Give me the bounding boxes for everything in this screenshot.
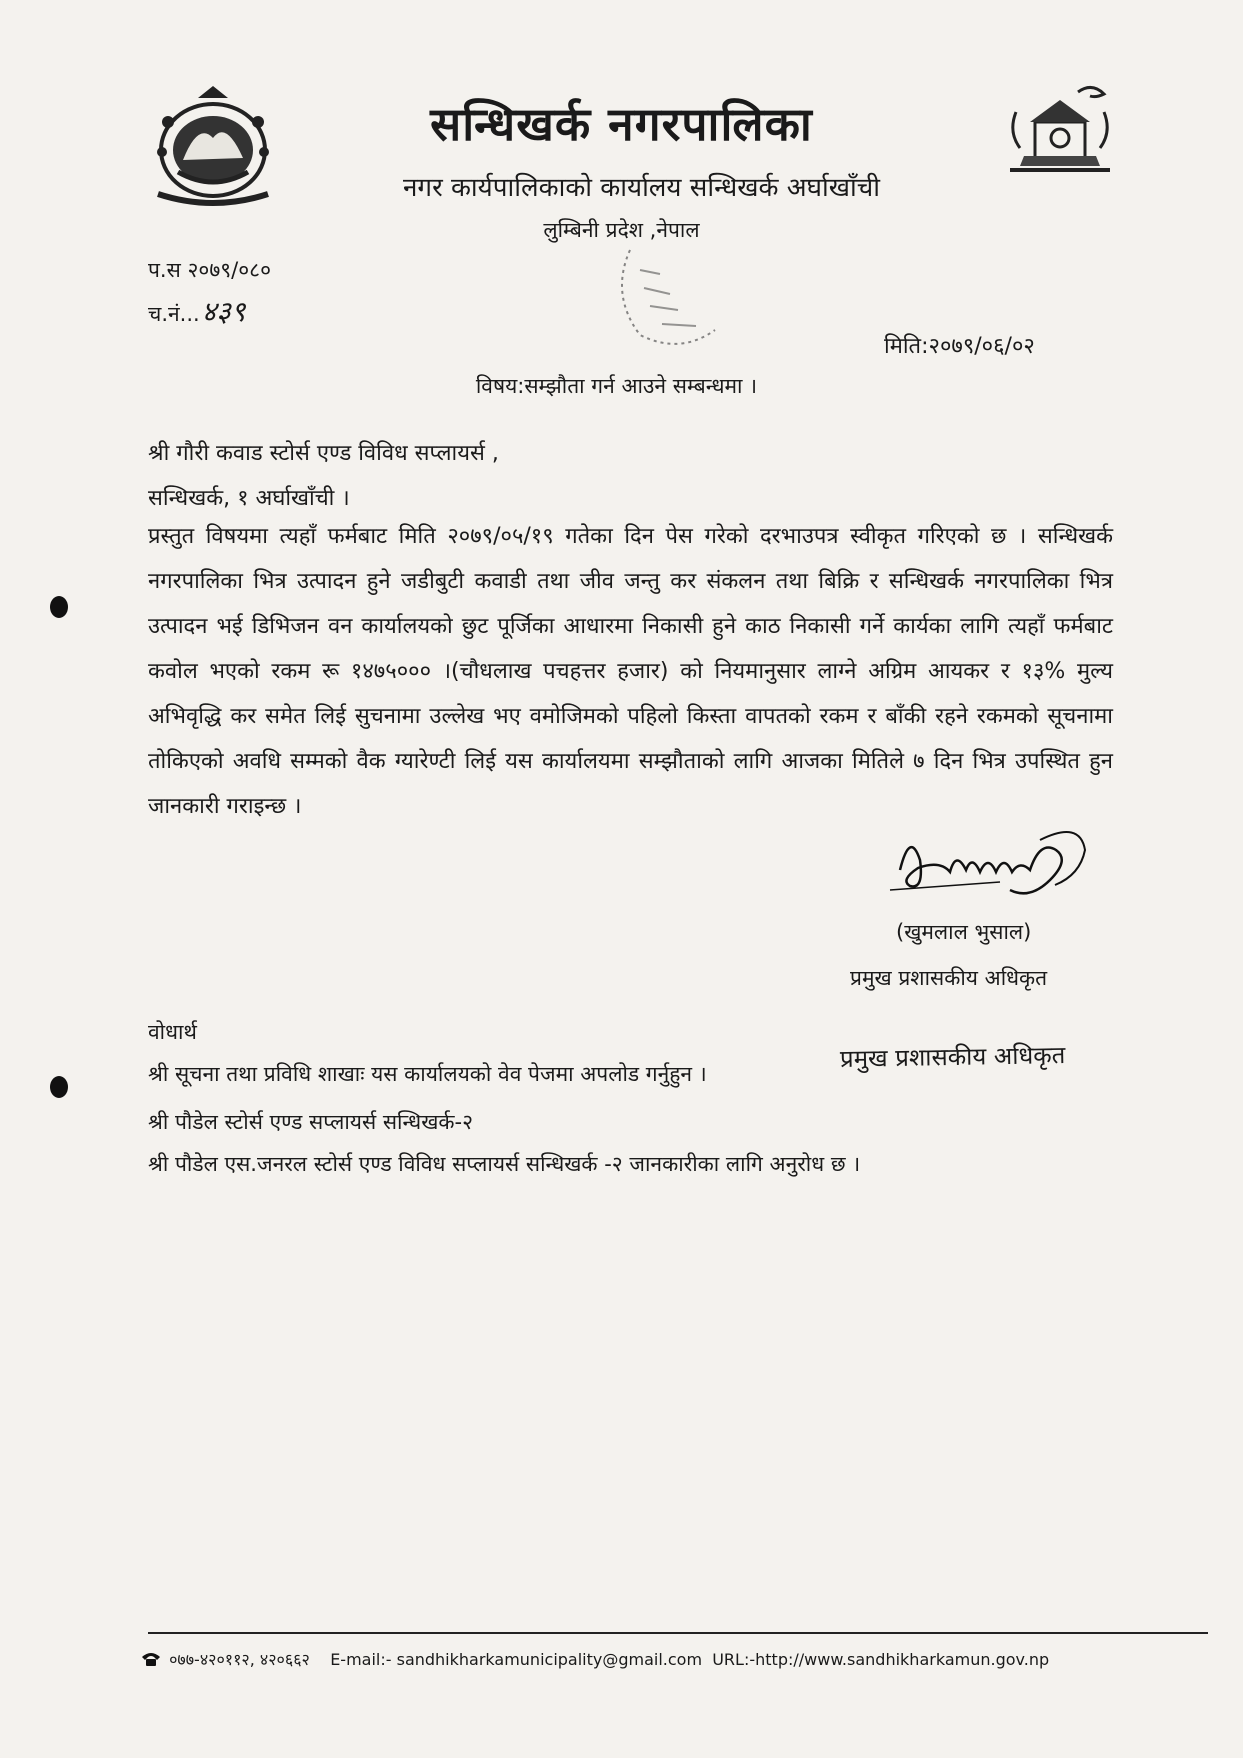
dispatch-number-value: ४३९: [201, 295, 246, 328]
letter-dispatch-number: [148, 292, 245, 330]
letter-subject: विषय:सम्झौता गर्न आउने सम्बन्धमा ।: [475, 374, 758, 398]
cc-item: श्री सूचना तथा प्रविधि शाखाः यस कार्यालयको वेव पेजमा अपलोड गर्नुहुन ।: [148, 1062, 707, 1086]
footer-email: E-mail:- sandhikharkamunicipality@gmail.com: [330, 1650, 703, 1669]
footer-url[interactable]: URL:-http://www.sandhikharkamun.gov.np: [712, 1650, 1050, 1669]
footer-phone: ०७७-४२०११२, ४२०६६२: [169, 1650, 310, 1669]
addressee-address: सन्धिखर्क, १ अर्घाखाँची ।: [148, 486, 350, 511]
province-line: लुम्बिनी प्रदेश ,नेपाल: [543, 218, 700, 242]
cc-heading: वोधार्थ: [148, 1020, 197, 1044]
punch-hole: [50, 1076, 68, 1098]
letter-ps-number: प.स २०७९/०८०: [148, 258, 271, 282]
office-subtitle: नगर कार्यपालिकाको कार्यालय सन्धिखर्क अर्घाखाँची: [403, 173, 880, 203]
letter-body: प्रस्तुत विषयमा त्यहाँ फर्मबाट मिति २०७९/०५/१९ गतेका दिन पेस गरेको दरभाउपत्र स्वीकृत गरिएको छ । सन्धिखर्क नगरपालिका भित्र उत्पादन हुने जडीबुटी कवाडी तथा जीव जन्तु कर संकलन तथा बिक्रि र सन्धिखर्क नगरपालिका भित्र उत्पादन भई डिभिजन वन कार्यालयको छुट पूर्जिका आधारमा निकासी हुने काठ निकासी गर्ने कार्यका लागि त्यहाँ फर्मबाट कवोल भएको रकम रू १४७५००० ।(चौधलाख पचहत्तर हजार) को नियमानुसार लाग्ने अग्रिम आयकर र १३% मुल्य अभिवृद्धि कर समेत लिई सुचनामा उल्लेख भए वमोजिमको पहिलो किस्ता वापतको रकम र बाँकी रहने रकमको सूचनामा तोकिएको अवधि सम्मको वैक ग्यारेण्टी लिई यस कार्यालयमा सम्झौताको लागि आजका मितिले ७ दिन भित्र उपस्थित हुन जानकारी गराइन्छ ।: [148, 524, 1113, 819]
footer-divider: [148, 1632, 1208, 1634]
addressee-name: श्री गौरी कवाड स्टोर्स एण्ड विविध सप्लायर्स ,: [148, 441, 499, 466]
municipality-title: सन्धिखर्क नगरपालिका: [430, 97, 813, 151]
officer-rubber-stamp: प्रमुख प्रशासकीय अधिकृत: [839, 1041, 1066, 1073]
office-stamp-icon: [600, 240, 740, 350]
signer-title: प्रमुख प्रशासकीय अधिकृत: [850, 966, 1048, 990]
signature-icon: [880, 820, 1100, 910]
cc-item: श्री पौडेल स्टोर्स एण्ड सप्लायर्स सन्धिखर्क-२: [148, 1110, 473, 1134]
punch-hole: [50, 596, 68, 618]
footer-contact: [140, 1648, 1049, 1670]
letter-date: मिति:२०७९/०६/०२: [884, 334, 1035, 359]
dispatch-number-label: च.नं...: [148, 302, 200, 326]
phone-icon: [140, 1651, 162, 1667]
signer-name: (खुमलाल भुसाल): [896, 920, 1032, 944]
cc-item: श्री पौडेल एस.जनरल स्टोर्स एण्ड विविध सप्लायर्स सन्धिखर्क -२ जानकारीका लागि अनुरोध छ ।: [148, 1152, 861, 1176]
